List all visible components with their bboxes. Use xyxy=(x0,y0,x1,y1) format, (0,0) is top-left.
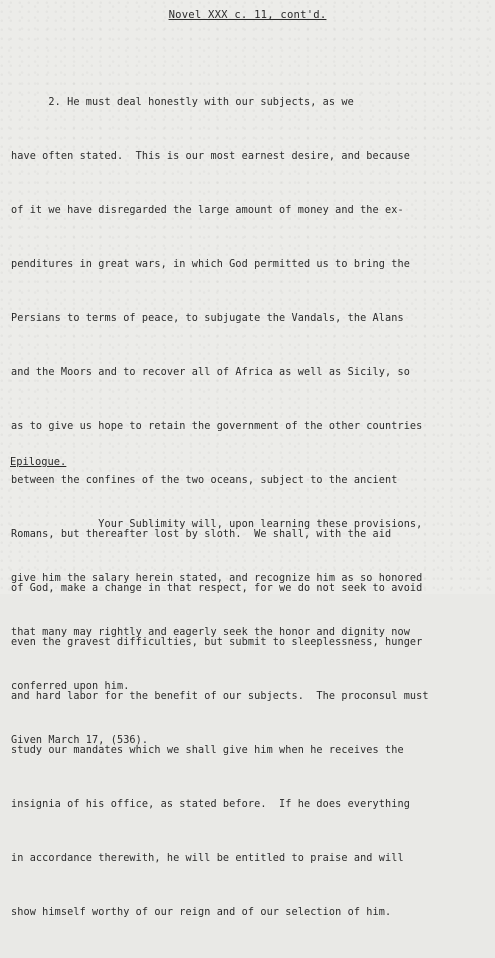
text-line: of God, make a change in that respect, for we do not seek to avoid xyxy=(11,583,423,594)
text-line: between the confines of the two oceans, subject to the ancient xyxy=(11,475,398,486)
text-line: that many may rightly and eagerly seek the honor and dignity now xyxy=(11,627,410,638)
text-line: study our mandates which we shall give him when he receives the xyxy=(11,745,404,756)
text-line: Persians to terms of peace, to subjugate the Vandals, the Alans xyxy=(11,313,404,324)
text-line: of it we have disregarded the large amount of money and the ex- xyxy=(11,205,404,216)
text-line: as to give us hope to retain the government of the other countries xyxy=(11,421,423,432)
date-line: Given March 17, (536). xyxy=(11,735,149,746)
epilogue-paragraph xyxy=(11,480,422,786)
page-header: Novel XXX c. 11, cont'd. xyxy=(168,9,327,21)
text-line: in accordance therewith, he will be entitled to praise and will xyxy=(11,853,404,864)
text-line: even the gravest difficulties, but submit to sleeplessness, hunger xyxy=(11,637,423,648)
text-line: and the Moors and to recover all of Africa as well as Sicily, so xyxy=(11,367,410,378)
text-line: and hard labor for the benefit of our subjects. The proconsul must xyxy=(11,691,429,702)
epilogue-heading: Epilogue. xyxy=(10,456,67,468)
text-line: penditures in great wars, in which God permitted us to bring the xyxy=(11,259,410,270)
text-line: conferred upon him. xyxy=(11,681,130,692)
text-line: Your Sublimity will, upon learning these provisions, xyxy=(11,519,423,530)
text-line: 2. He must deal honestly with our subjects, as we xyxy=(11,97,354,108)
text-line: give him the salary herein stated, and recognize him as so honored xyxy=(11,573,423,584)
text-line: show himself worthy of our reign and of our selection of him. xyxy=(11,907,392,918)
text-line: have often stated. This is our most earnest desire, and because xyxy=(11,151,410,162)
text-line: Romans, but thereafter lost by sloth. We shall, with the aid xyxy=(11,529,392,540)
text-line: insignia of his office, as stated before. If he does everything xyxy=(11,799,410,810)
